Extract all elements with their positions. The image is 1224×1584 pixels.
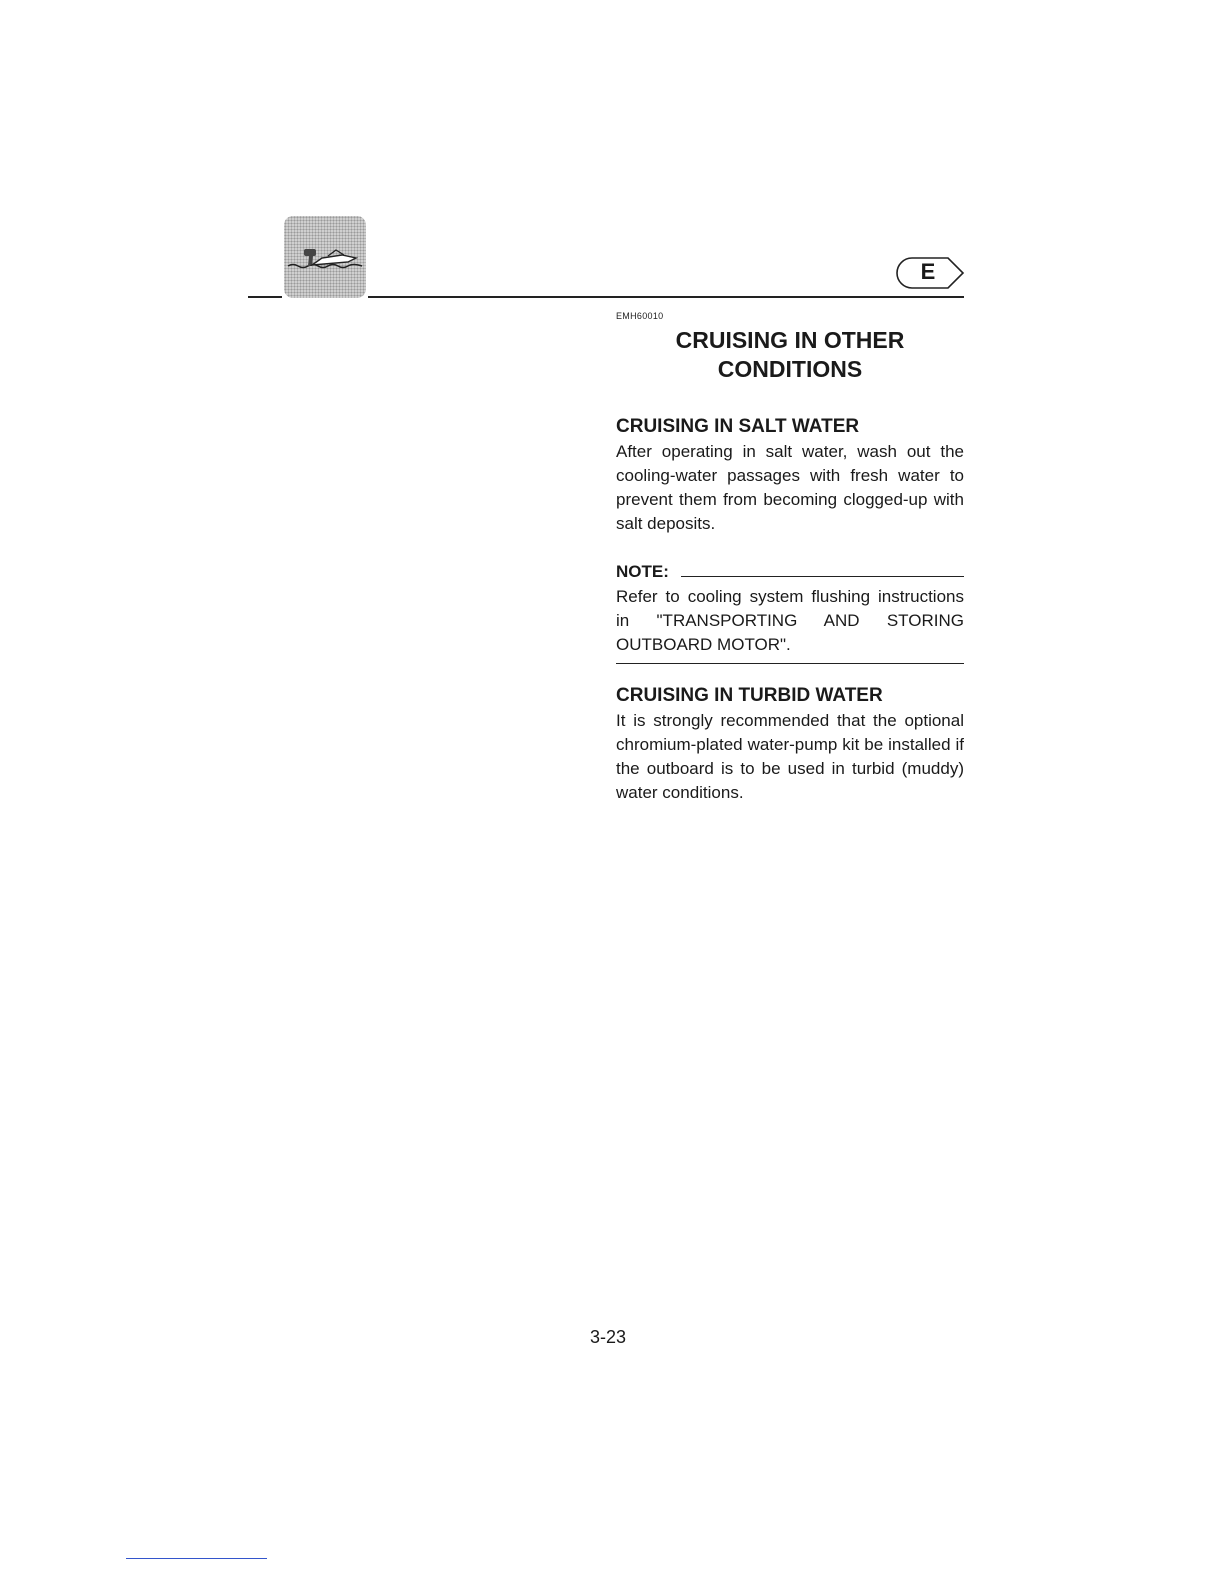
section-heading-turbid-water: CRUISING IN TURBID WATER bbox=[616, 685, 883, 706]
note-label: NOTE: bbox=[616, 562, 669, 581]
document-code: EMH60010 bbox=[616, 311, 664, 321]
header-rule bbox=[368, 296, 964, 298]
header-rule-left bbox=[248, 296, 282, 298]
section-body-turbid-water: It is strongly recommended that the optional chromium-plated water-pump kit be installed if the outboard is to be used in turbid (muddy) water conditions. bbox=[616, 711, 964, 802]
section-heading-salt-water: CRUISING IN SALT WATER bbox=[616, 416, 860, 437]
section-body-salt-water: After operating in salt water, wash out the cooling-water passages with fresh water to prevent them from becoming clogged-up with salt deposits. bbox=[616, 442, 964, 533]
note-rule-top bbox=[681, 576, 964, 577]
page-title: CRUISING IN OTHER CONDITIONS bbox=[675, 327, 905, 382]
bottom-link-underline bbox=[126, 1558, 267, 1559]
outboard-boat-cruising-icon bbox=[284, 216, 366, 298]
language-badge-label: E bbox=[920, 259, 936, 284]
note-body: Refer to cooling system flushing instructions in "TRANSPORTING AND STORING OUTBOARD MOTOR". bbox=[616, 587, 964, 654]
page-number: 3-23 bbox=[589, 1327, 627, 1347]
note-rule-bottom bbox=[616, 663, 964, 664]
